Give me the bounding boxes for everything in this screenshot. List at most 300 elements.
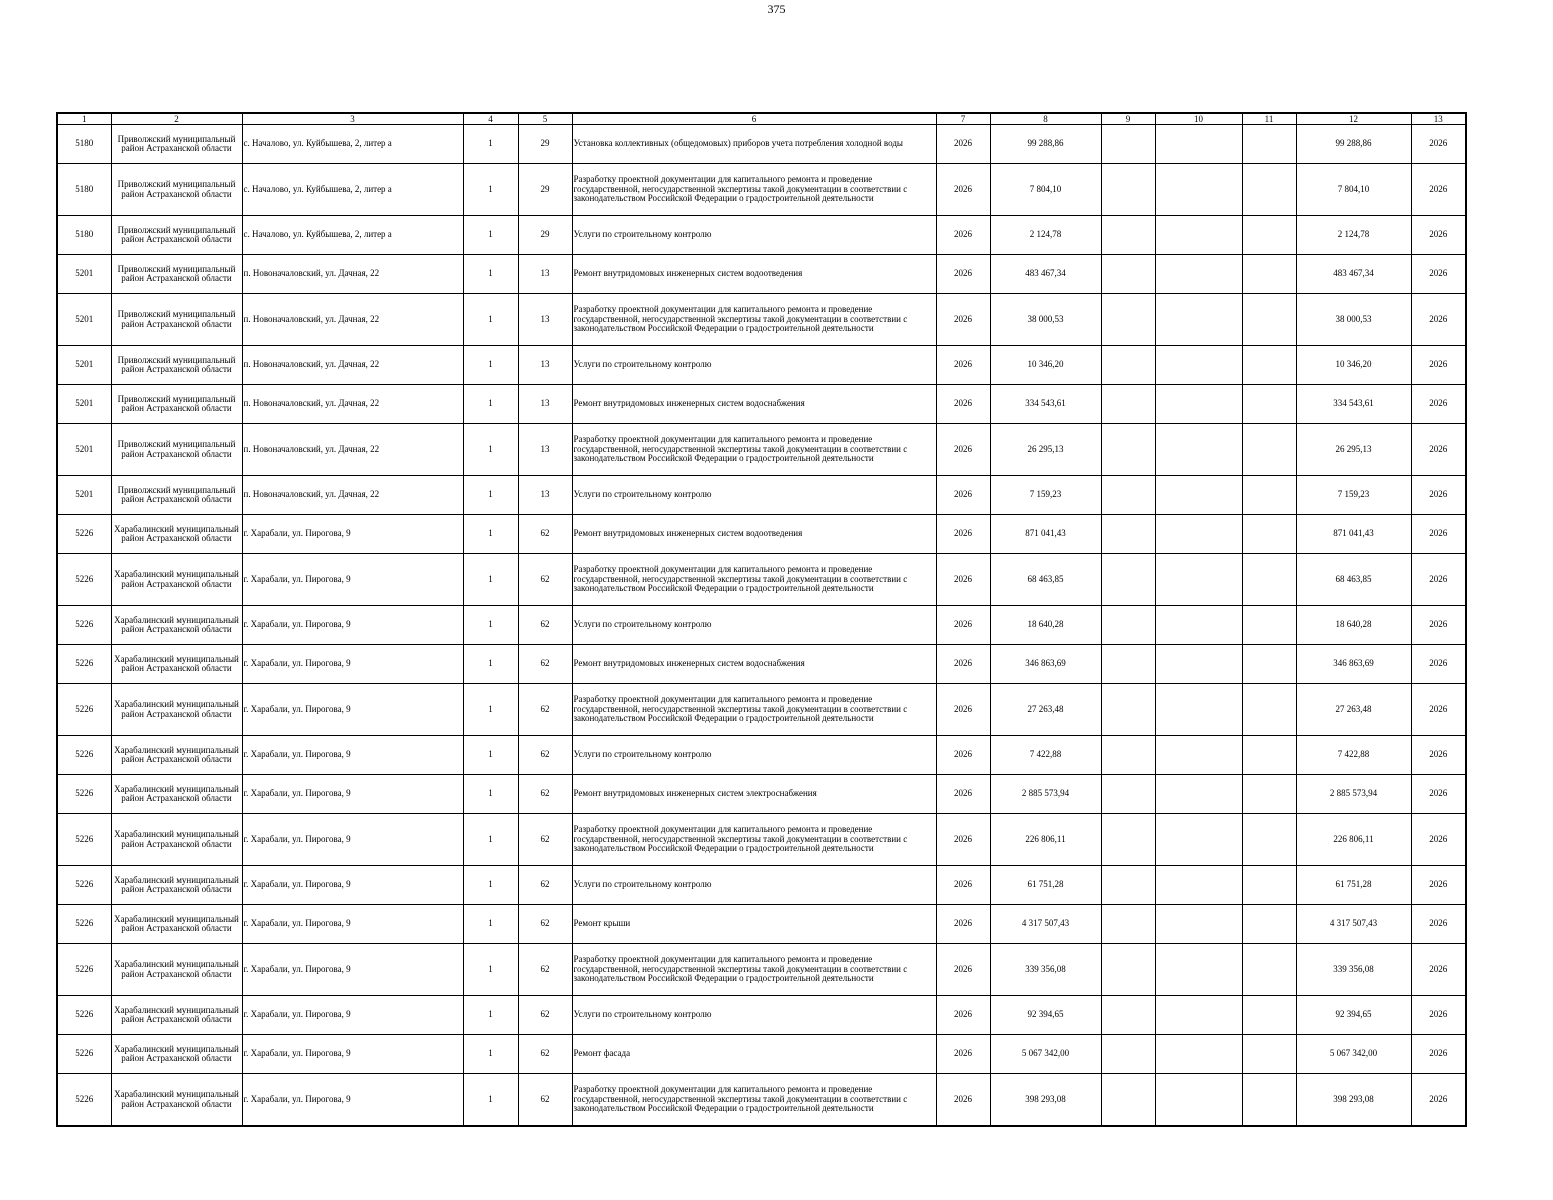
col11-cell — [1242, 736, 1296, 775]
col10-cell — [1155, 944, 1242, 996]
work-type-cell: Разработку проектной документации для капитального ремонта и проведение государственной, негосударственной экспертизы такой документации в соответствии с законодательством Российской Федерации о градостроительной деятельности — [572, 684, 936, 736]
col13-cell: 2026 — [1411, 554, 1466, 606]
address-cell: г. Харабали, ул. Пирогова, 9 — [242, 554, 463, 606]
col9-cell — [1101, 125, 1155, 164]
header-cell: 2 — [111, 113, 242, 125]
col11-cell — [1242, 385, 1296, 424]
col9-cell — [1101, 424, 1155, 476]
col11-cell — [1242, 606, 1296, 645]
col12-cell: 26 295,13 — [1296, 424, 1411, 476]
district-cell: Харабалинский муниципальный район Астраханской области — [111, 645, 242, 684]
col12-cell: 483 467,34 — [1296, 255, 1411, 294]
year-cell: 2026 — [936, 905, 990, 944]
col12-cell: 226 806,11 — [1296, 814, 1411, 866]
row-id-cell: 5226 — [57, 775, 111, 814]
col13-cell: 2026 — [1411, 944, 1466, 996]
year-cell: 2026 — [936, 1074, 990, 1127]
work-type-cell: Услуги по строительному контролю — [572, 996, 936, 1035]
address-cell: г. Харабали, ул. Пирогова, 9 — [242, 814, 463, 866]
cost-cell: 27 263,48 — [990, 684, 1101, 736]
col5-cell: 13 — [518, 294, 572, 346]
col13-cell: 2026 — [1411, 866, 1466, 905]
year-cell: 2026 — [936, 996, 990, 1035]
table-row — [57, 476, 1466, 515]
table-row — [57, 294, 1466, 346]
table-row — [57, 515, 1466, 554]
year-cell: 2026 — [936, 515, 990, 554]
work-type-cell: Разработку проектной документации для капитального ремонта и проведение государственной, негосударственной экспертизы такой документации в соответствии с законодательством Российской Федерации о градостроительной деятельности — [572, 164, 936, 216]
district-cell: Харабалинский муниципальный район Астраханской области — [111, 866, 242, 905]
col13-cell: 2026 — [1411, 814, 1466, 866]
header-cell: 6 — [572, 113, 936, 125]
address-cell: г. Харабали, ул. Пирогова, 9 — [242, 515, 463, 554]
table-row — [57, 255, 1466, 294]
table-row — [57, 645, 1466, 684]
col11-cell — [1242, 684, 1296, 736]
col10-cell — [1155, 125, 1242, 164]
col5-cell: 13 — [518, 255, 572, 294]
col12-cell: 61 751,28 — [1296, 866, 1411, 905]
address-cell: г. Харабали, ул. Пирогова, 9 — [242, 645, 463, 684]
col9-cell — [1101, 346, 1155, 385]
work-type-cell: Разработку проектной документации для капитального ремонта и проведение государственной, негосударственной экспертизы такой документации в соответствии с законодательством Российской Федерации о градостроительной деятельности — [572, 1074, 936, 1127]
row-id-cell: 5226 — [57, 554, 111, 606]
district-cell: Харабалинский муниципальный район Астраханской области — [111, 606, 242, 645]
col12-cell: 339 356,08 — [1296, 944, 1411, 996]
district-cell: Приволжский муниципальный район Астраханской области — [111, 346, 242, 385]
header-cell: 11 — [1242, 113, 1296, 125]
year-cell: 2026 — [936, 255, 990, 294]
col11-cell — [1242, 1074, 1296, 1127]
col12-cell: 398 293,08 — [1296, 1074, 1411, 1127]
col12-cell: 7 159,23 — [1296, 476, 1411, 515]
header-cell: 13 — [1411, 113, 1466, 125]
col10-cell — [1155, 424, 1242, 476]
cost-cell: 61 751,28 — [990, 866, 1101, 905]
header-cell: 9 — [1101, 113, 1155, 125]
col5-cell: 62 — [518, 944, 572, 996]
col13-cell: 2026 — [1411, 606, 1466, 645]
work-type-cell: Разработку проектной документации для капитального ремонта и проведение государственной, негосударственной экспертизы такой документации в соответствии с законодательством Российской Федерации о градостроительной деятельности — [572, 424, 936, 476]
year-cell: 2026 — [936, 684, 990, 736]
address-cell: п. Новоначаловский, ул. Дачная, 22 — [242, 476, 463, 515]
row-id-cell: 5226 — [57, 905, 111, 944]
header-cell: 4 — [463, 113, 518, 125]
district-cell: Приволжский муниципальный район Астраханской области — [111, 385, 242, 424]
col12-cell: 99 288,86 — [1296, 125, 1411, 164]
col11-cell — [1242, 866, 1296, 905]
cost-cell: 483 467,34 — [990, 255, 1101, 294]
cost-cell: 2 124,78 — [990, 216, 1101, 255]
col5-cell: 13 — [518, 424, 572, 476]
year-cell: 2026 — [936, 944, 990, 996]
col5-cell: 62 — [518, 736, 572, 775]
year-cell: 2026 — [936, 814, 990, 866]
col11-cell — [1242, 554, 1296, 606]
year-cell: 2026 — [936, 125, 990, 164]
col10-cell — [1155, 255, 1242, 294]
table-row — [57, 866, 1466, 905]
col5-cell: 62 — [518, 814, 572, 866]
table-row — [57, 1074, 1466, 1127]
row-id-cell: 5201 — [57, 294, 111, 346]
row-id-cell: 5180 — [57, 216, 111, 255]
year-cell: 2026 — [936, 424, 990, 476]
col10-cell — [1155, 905, 1242, 944]
col10-cell — [1155, 385, 1242, 424]
district-cell: Харабалинский муниципальный район Астраханской области — [111, 814, 242, 866]
table-row — [57, 346, 1466, 385]
row-id-cell: 5226 — [57, 996, 111, 1035]
work-type-cell: Разработку проектной документации для капитального ремонта и проведение государственной, негосударственной экспертизы такой документации в соответствии с законодательством Российской Федерации о градостроительной деятельности — [572, 814, 936, 866]
col13-cell: 2026 — [1411, 164, 1466, 216]
address-cell: г. Харабали, ул. Пирогова, 9 — [242, 866, 463, 905]
district-cell: Харабалинский муниципальный район Астраханской области — [111, 515, 242, 554]
cost-cell: 99 288,86 — [990, 125, 1101, 164]
district-cell: Приволжский муниципальный район Астраханской области — [111, 164, 242, 216]
col9-cell — [1101, 1035, 1155, 1074]
col9-cell — [1101, 905, 1155, 944]
col13-cell: 2026 — [1411, 905, 1466, 944]
col5-cell: 62 — [518, 645, 572, 684]
year-cell: 2026 — [936, 645, 990, 684]
col9-cell — [1101, 606, 1155, 645]
col9-cell — [1101, 476, 1155, 515]
col9-cell — [1101, 684, 1155, 736]
cost-cell: 38 000,53 — [990, 294, 1101, 346]
col4-cell: 1 — [463, 346, 518, 385]
col5-cell: 29 — [518, 164, 572, 216]
table-row — [57, 944, 1466, 996]
year-cell: 2026 — [936, 294, 990, 346]
col5-cell: 29 — [518, 125, 572, 164]
header-cell: 8 — [990, 113, 1101, 125]
row-id-cell: 5180 — [57, 125, 111, 164]
col10-cell — [1155, 645, 1242, 684]
address-cell: г. Харабали, ул. Пирогова, 9 — [242, 996, 463, 1035]
district-cell: Харабалинский муниципальный район Астраханской области — [111, 554, 242, 606]
row-id-cell: 5226 — [57, 684, 111, 736]
work-type-cell: Разработку проектной документации для капитального ремонта и проведение государственной, негосударственной экспертизы такой документации в соответствии с законодательством Российской Федерации о градостроительной деятельности — [572, 294, 936, 346]
year-cell: 2026 — [936, 216, 990, 255]
district-cell: Приволжский муниципальный район Астраханской области — [111, 424, 242, 476]
col10-cell — [1155, 1035, 1242, 1074]
col10-cell — [1155, 346, 1242, 385]
column-number-header-row — [57, 113, 1466, 125]
row-id-cell: 5226 — [57, 736, 111, 775]
table-row — [57, 1035, 1466, 1074]
cost-cell: 7 804,10 — [990, 164, 1101, 216]
col11-cell — [1242, 255, 1296, 294]
col12-cell: 346 863,69 — [1296, 645, 1411, 684]
col10-cell — [1155, 476, 1242, 515]
cost-cell: 10 346,20 — [990, 346, 1101, 385]
address-cell: г. Харабали, ул. Пирогова, 9 — [242, 736, 463, 775]
col5-cell: 62 — [518, 905, 572, 944]
year-cell: 2026 — [936, 606, 990, 645]
col13-cell: 2026 — [1411, 216, 1466, 255]
row-id-cell: 5226 — [57, 814, 111, 866]
col5-cell: 13 — [518, 346, 572, 385]
col12-cell: 2 885 573,94 — [1296, 775, 1411, 814]
col4-cell: 1 — [463, 944, 518, 996]
row-id-cell: 5226 — [57, 1074, 111, 1127]
col4-cell: 1 — [463, 1074, 518, 1127]
col9-cell — [1101, 255, 1155, 294]
col10-cell — [1155, 736, 1242, 775]
district-cell: Харабалинский муниципальный район Астраханской области — [111, 736, 242, 775]
col5-cell: 62 — [518, 554, 572, 606]
work-type-cell: Ремонт крыши — [572, 905, 936, 944]
cost-cell: 7 159,23 — [990, 476, 1101, 515]
col9-cell — [1101, 216, 1155, 255]
col4-cell: 1 — [463, 606, 518, 645]
address-cell: г. Харабали, ул. Пирогова, 9 — [242, 1074, 463, 1127]
address-cell: п. Новоначаловский, ул. Дачная, 22 — [242, 424, 463, 476]
col9-cell — [1101, 164, 1155, 216]
col5-cell: 62 — [518, 515, 572, 554]
cost-cell: 871 041,43 — [990, 515, 1101, 554]
row-id-cell: 5201 — [57, 385, 111, 424]
col9-cell — [1101, 294, 1155, 346]
address-cell: г. Харабали, ул. Пирогова, 9 — [242, 775, 463, 814]
col11-cell — [1242, 944, 1296, 996]
col4-cell: 1 — [463, 424, 518, 476]
col12-cell: 4 317 507,43 — [1296, 905, 1411, 944]
work-type-cell: Разработку проектной документации для капитального ремонта и проведение государственной, негосударственной экспертизы такой документации в соответствии с законодательством Российской Федерации о градостроительной деятельности — [572, 554, 936, 606]
table-row — [57, 606, 1466, 645]
address-cell: г. Харабали, ул. Пирогова, 9 — [242, 944, 463, 996]
table-row — [57, 554, 1466, 606]
col12-cell: 7 804,10 — [1296, 164, 1411, 216]
col11-cell — [1242, 424, 1296, 476]
col11-cell — [1242, 905, 1296, 944]
year-cell: 2026 — [936, 554, 990, 606]
table-row — [57, 424, 1466, 476]
col10-cell — [1155, 775, 1242, 814]
cost-cell: 18 640,28 — [990, 606, 1101, 645]
work-type-cell: Ремонт внутридомовых инженерных систем электроснабжения — [572, 775, 936, 814]
col4-cell: 1 — [463, 736, 518, 775]
cost-cell: 398 293,08 — [990, 1074, 1101, 1127]
year-cell: 2026 — [936, 385, 990, 424]
address-cell: п. Новоначаловский, ул. Дачная, 22 — [242, 385, 463, 424]
col13-cell: 2026 — [1411, 645, 1466, 684]
col10-cell — [1155, 996, 1242, 1035]
col9-cell — [1101, 515, 1155, 554]
col4-cell: 1 — [463, 684, 518, 736]
col12-cell: 871 041,43 — [1296, 515, 1411, 554]
district-cell: Приволжский муниципальный район Астраханской области — [111, 294, 242, 346]
address-cell: п. Новоначаловский, ул. Дачная, 22 — [242, 255, 463, 294]
col13-cell: 2026 — [1411, 1074, 1466, 1127]
col4-cell: 1 — [463, 866, 518, 905]
col11-cell — [1242, 476, 1296, 515]
col12-cell: 27 263,48 — [1296, 684, 1411, 736]
col12-cell: 68 463,85 — [1296, 554, 1411, 606]
cost-cell: 339 356,08 — [990, 944, 1101, 996]
col13-cell: 2026 — [1411, 775, 1466, 814]
district-cell: Приволжский муниципальный район Астраханской области — [111, 125, 242, 164]
col9-cell — [1101, 866, 1155, 905]
col5-cell: 62 — [518, 1074, 572, 1127]
col12-cell: 334 543,61 — [1296, 385, 1411, 424]
col11-cell — [1242, 294, 1296, 346]
col4-cell: 1 — [463, 216, 518, 255]
col4-cell: 1 — [463, 905, 518, 944]
col11-cell — [1242, 346, 1296, 385]
col9-cell — [1101, 645, 1155, 684]
table-row — [57, 164, 1466, 216]
work-type-cell: Услуги по строительному контролю — [572, 216, 936, 255]
header-cell: 5 — [518, 113, 572, 125]
table-row — [57, 775, 1466, 814]
table-row — [57, 216, 1466, 255]
col9-cell — [1101, 736, 1155, 775]
col4-cell: 1 — [463, 1035, 518, 1074]
district-cell: Харабалинский муниципальный район Астраханской области — [111, 684, 242, 736]
address-cell: п. Новоначаловский, ул. Дачная, 22 — [242, 346, 463, 385]
col5-cell: 13 — [518, 385, 572, 424]
cost-cell: 92 394,65 — [990, 996, 1101, 1035]
address-cell: п. Новоначаловский, ул. Дачная, 22 — [242, 294, 463, 346]
header-cell: 3 — [242, 113, 463, 125]
cost-cell: 68 463,85 — [990, 554, 1101, 606]
row-id-cell: 5180 — [57, 164, 111, 216]
col9-cell — [1101, 814, 1155, 866]
col11-cell — [1242, 996, 1296, 1035]
cost-cell: 4 317 507,43 — [990, 905, 1101, 944]
col12-cell: 38 000,53 — [1296, 294, 1411, 346]
col10-cell — [1155, 294, 1242, 346]
row-id-cell: 5226 — [57, 645, 111, 684]
district-cell: Харабалинский муниципальный район Астраханской области — [111, 905, 242, 944]
row-id-cell: 5226 — [57, 944, 111, 996]
district-cell: Приволжский муниципальный район Астраханской области — [111, 476, 242, 515]
col5-cell: 62 — [518, 1035, 572, 1074]
col11-cell — [1242, 645, 1296, 684]
row-id-cell: 5226 — [57, 606, 111, 645]
district-cell: Харабалинский муниципальный район Астраханской области — [111, 1035, 242, 1074]
table-row — [57, 996, 1466, 1035]
table-row — [57, 385, 1466, 424]
col4-cell: 1 — [463, 476, 518, 515]
col4-cell: 1 — [463, 125, 518, 164]
work-type-cell: Ремонт внутридомовых инженерных систем водоснабжения — [572, 385, 936, 424]
col5-cell: 62 — [518, 996, 572, 1035]
year-cell: 2026 — [936, 164, 990, 216]
row-id-cell: 5226 — [57, 866, 111, 905]
col10-cell — [1155, 1074, 1242, 1127]
year-cell: 2026 — [936, 775, 990, 814]
address-cell: г. Харабали, ул. Пирогова, 9 — [242, 905, 463, 944]
col13-cell: 2026 — [1411, 515, 1466, 554]
work-type-cell: Разработку проектной документации для капитального ремонта и проведение государственной, негосударственной экспертизы такой документации в соответствии с законодательством Российской Федерации о градостроительной деятельности — [572, 944, 936, 996]
page-number: 375 — [767, 2, 786, 16]
header-cell: 1 — [57, 113, 111, 125]
col4-cell: 1 — [463, 996, 518, 1035]
row-id-cell: 5201 — [57, 255, 111, 294]
col9-cell — [1101, 996, 1155, 1035]
col10-cell — [1155, 606, 1242, 645]
col12-cell: 10 346,20 — [1296, 346, 1411, 385]
row-id-cell: 5201 — [57, 346, 111, 385]
cost-cell: 346 863,69 — [990, 645, 1101, 684]
cost-cell: 2 885 573,94 — [990, 775, 1101, 814]
col4-cell: 1 — [463, 515, 518, 554]
col9-cell — [1101, 944, 1155, 996]
cost-cell: 7 422,88 — [990, 736, 1101, 775]
col13-cell: 2026 — [1411, 424, 1466, 476]
col13-cell: 2026 — [1411, 684, 1466, 736]
col4-cell: 1 — [463, 385, 518, 424]
year-cell: 2026 — [936, 1035, 990, 1074]
col11-cell — [1242, 216, 1296, 255]
work-type-cell: Услуги по строительному контролю — [572, 476, 936, 515]
table-row — [57, 814, 1466, 866]
col4-cell: 1 — [463, 255, 518, 294]
work-type-cell: Ремонт внутридомовых инженерных систем водоотведения — [572, 255, 936, 294]
col10-cell — [1155, 684, 1242, 736]
col4-cell: 1 — [463, 775, 518, 814]
header-cell: 12 — [1296, 113, 1411, 125]
address-cell: г. Харабали, ул. Пирогова, 9 — [242, 684, 463, 736]
col9-cell — [1101, 775, 1155, 814]
year-cell: 2026 — [936, 346, 990, 385]
col4-cell: 1 — [463, 164, 518, 216]
address-cell: с. Началово, ул. Куйбышева, 2, литер а — [242, 216, 463, 255]
col13-cell: 2026 — [1411, 255, 1466, 294]
col9-cell — [1101, 554, 1155, 606]
row-id-cell: 5201 — [57, 424, 111, 476]
col4-cell: 1 — [463, 645, 518, 684]
col5-cell: 29 — [518, 216, 572, 255]
col12-cell: 7 422,88 — [1296, 736, 1411, 775]
col11-cell — [1242, 814, 1296, 866]
year-cell: 2026 — [936, 736, 990, 775]
table-body — [57, 113, 1466, 1126]
row-id-cell: 5226 — [57, 515, 111, 554]
col9-cell — [1101, 385, 1155, 424]
col12-cell: 5 067 342,00 — [1296, 1035, 1411, 1074]
col13-cell: 2026 — [1411, 385, 1466, 424]
col13-cell: 2026 — [1411, 996, 1466, 1035]
col4-cell: 1 — [463, 554, 518, 606]
col10-cell — [1155, 554, 1242, 606]
work-type-cell: Ремонт фасада — [572, 1035, 936, 1074]
col13-cell: 2026 — [1411, 1035, 1466, 1074]
col10-cell — [1155, 216, 1242, 255]
col12-cell: 2 124,78 — [1296, 216, 1411, 255]
district-cell: Харабалинский муниципальный район Астраханской области — [111, 775, 242, 814]
col13-cell: 2026 — [1411, 294, 1466, 346]
table-row — [57, 905, 1466, 944]
address-cell: г. Харабали, ул. Пирогова, 9 — [242, 606, 463, 645]
address-cell: г. Харабали, ул. Пирогова, 9 — [242, 1035, 463, 1074]
work-type-cell: Установка коллективных (общедомовых) приборов учета потребления холодной воды — [572, 125, 936, 164]
cost-cell: 5 067 342,00 — [990, 1035, 1101, 1074]
col5-cell: 62 — [518, 606, 572, 645]
col4-cell: 1 — [463, 814, 518, 866]
year-cell: 2026 — [936, 866, 990, 905]
col10-cell — [1155, 515, 1242, 554]
row-id-cell: 5226 — [57, 1035, 111, 1074]
cost-cell: 334 543,61 — [990, 385, 1101, 424]
address-cell: с. Началово, ул. Куйбышева, 2, литер а — [242, 164, 463, 216]
year-cell: 2026 — [936, 476, 990, 515]
col9-cell — [1101, 1074, 1155, 1127]
cost-cell: 26 295,13 — [990, 424, 1101, 476]
